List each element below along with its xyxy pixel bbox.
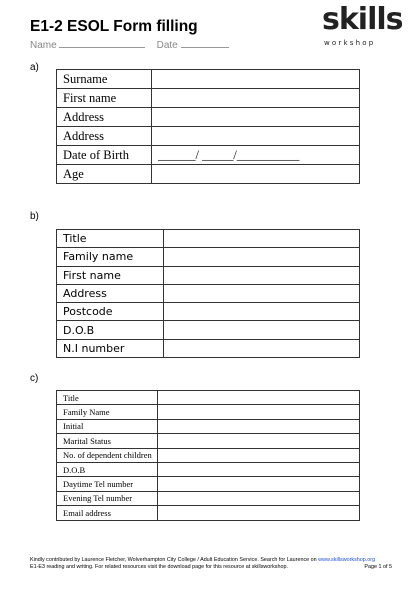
table-row [57, 248, 360, 266]
field-entry[interactable] [158, 405, 360, 419]
page-title: E1-2 ESOL Form filling [30, 18, 198, 35]
field-entry[interactable] [164, 321, 360, 339]
table-row [57, 230, 360, 248]
table-row [57, 434, 360, 448]
field-entry[interactable] [152, 70, 360, 89]
table-row [57, 146, 360, 165]
page-footer [30, 557, 392, 571]
field-entry[interactable] [164, 248, 360, 266]
section-c-label: c) [30, 373, 39, 384]
footer-resource-note: E1-E3 reading and writing. For related resources visit the download page for this resource at skillsworkshop. [30, 564, 288, 570]
form-table-c [56, 390, 360, 521]
field-label: Age [57, 165, 152, 184]
table-row [57, 462, 360, 476]
field-entry[interactable] [164, 284, 360, 302]
table-row [57, 165, 360, 184]
field-entry[interactable] [164, 230, 360, 248]
field-label: Email address [57, 506, 158, 520]
date-blank[interactable] [181, 38, 229, 48]
field-label: Marital Status [57, 434, 158, 448]
footer-link[interactable]: www.skillsworkshop.org [318, 557, 376, 563]
table-row [57, 70, 360, 89]
footer-line-2 [30, 564, 392, 571]
field-label: Family name [57, 248, 164, 266]
field-entry[interactable] [152, 165, 360, 184]
field-entry[interactable] [152, 108, 360, 127]
field-label: Postcode [57, 303, 164, 321]
table-row [57, 339, 360, 357]
dob-entry[interactable]: ______/ _____/__________ [152, 146, 360, 165]
field-label: Evening Tel number [57, 491, 158, 505]
logo-text-skills: skills [322, 2, 403, 37]
field-entry[interactable] [152, 89, 360, 108]
form-table-a [56, 69, 360, 184]
table-row [57, 266, 360, 284]
footer-line-1 [30, 557, 392, 564]
table-row [57, 419, 360, 433]
table-row [57, 491, 360, 505]
field-entry[interactable] [164, 303, 360, 321]
field-label: Address [57, 108, 152, 127]
table-row [57, 321, 360, 339]
field-label: Date of Birth [57, 146, 152, 165]
field-label: D.O.B [57, 462, 158, 476]
name-label: Name [30, 40, 57, 51]
field-label: Daytime Tel number [57, 477, 158, 491]
field-entry[interactable] [158, 462, 360, 476]
date-label: Date [156, 40, 178, 51]
field-entry[interactable] [152, 127, 360, 146]
field-label: Initial [57, 419, 158, 433]
field-entry[interactable] [164, 266, 360, 284]
field-entry[interactable] [158, 477, 360, 491]
table-row [57, 405, 360, 419]
table-row [57, 108, 360, 127]
field-entry[interactable] [158, 434, 360, 448]
field-label: Title [57, 391, 158, 405]
field-label: Title [57, 230, 164, 248]
field-label: Family Name [57, 405, 158, 419]
footer-credit: Kindly contributed by Laurence Fletcher, Wolverhampton City College / Adult Education Service. Search for Laurence on [30, 557, 319, 563]
name-date-line [30, 38, 229, 51]
table-row [57, 448, 360, 462]
field-entry[interactable] [158, 506, 360, 520]
logo-text-workshop: workshop [324, 39, 376, 47]
name-blank[interactable] [59, 38, 145, 48]
skills-workshop-logo [322, 2, 403, 48]
table-row [57, 391, 360, 405]
field-label: First name [57, 266, 164, 284]
table-row [57, 127, 360, 146]
field-label: Address [57, 127, 152, 146]
table-row [57, 506, 360, 520]
field-entry[interactable] [158, 419, 360, 433]
table-row [57, 89, 360, 108]
field-label: N.I number [57, 339, 164, 357]
field-label: No. of dependent children [57, 448, 158, 462]
page-number: Page 1 of 5 [364, 564, 392, 570]
table-row [57, 303, 360, 321]
field-entry[interactable] [158, 448, 360, 462]
field-label: Surname [57, 70, 152, 89]
form-table-b [56, 229, 360, 358]
table-row [57, 477, 360, 491]
field-label: Address [57, 284, 164, 302]
field-label: First name [57, 89, 152, 108]
field-label: D.O.B [57, 321, 164, 339]
field-entry[interactable] [158, 391, 360, 405]
table-row [57, 284, 360, 302]
field-entry[interactable] [158, 491, 360, 505]
field-entry[interactable] [164, 339, 360, 357]
section-a-label: a) [30, 62, 39, 73]
section-b-label: b) [30, 211, 39, 222]
